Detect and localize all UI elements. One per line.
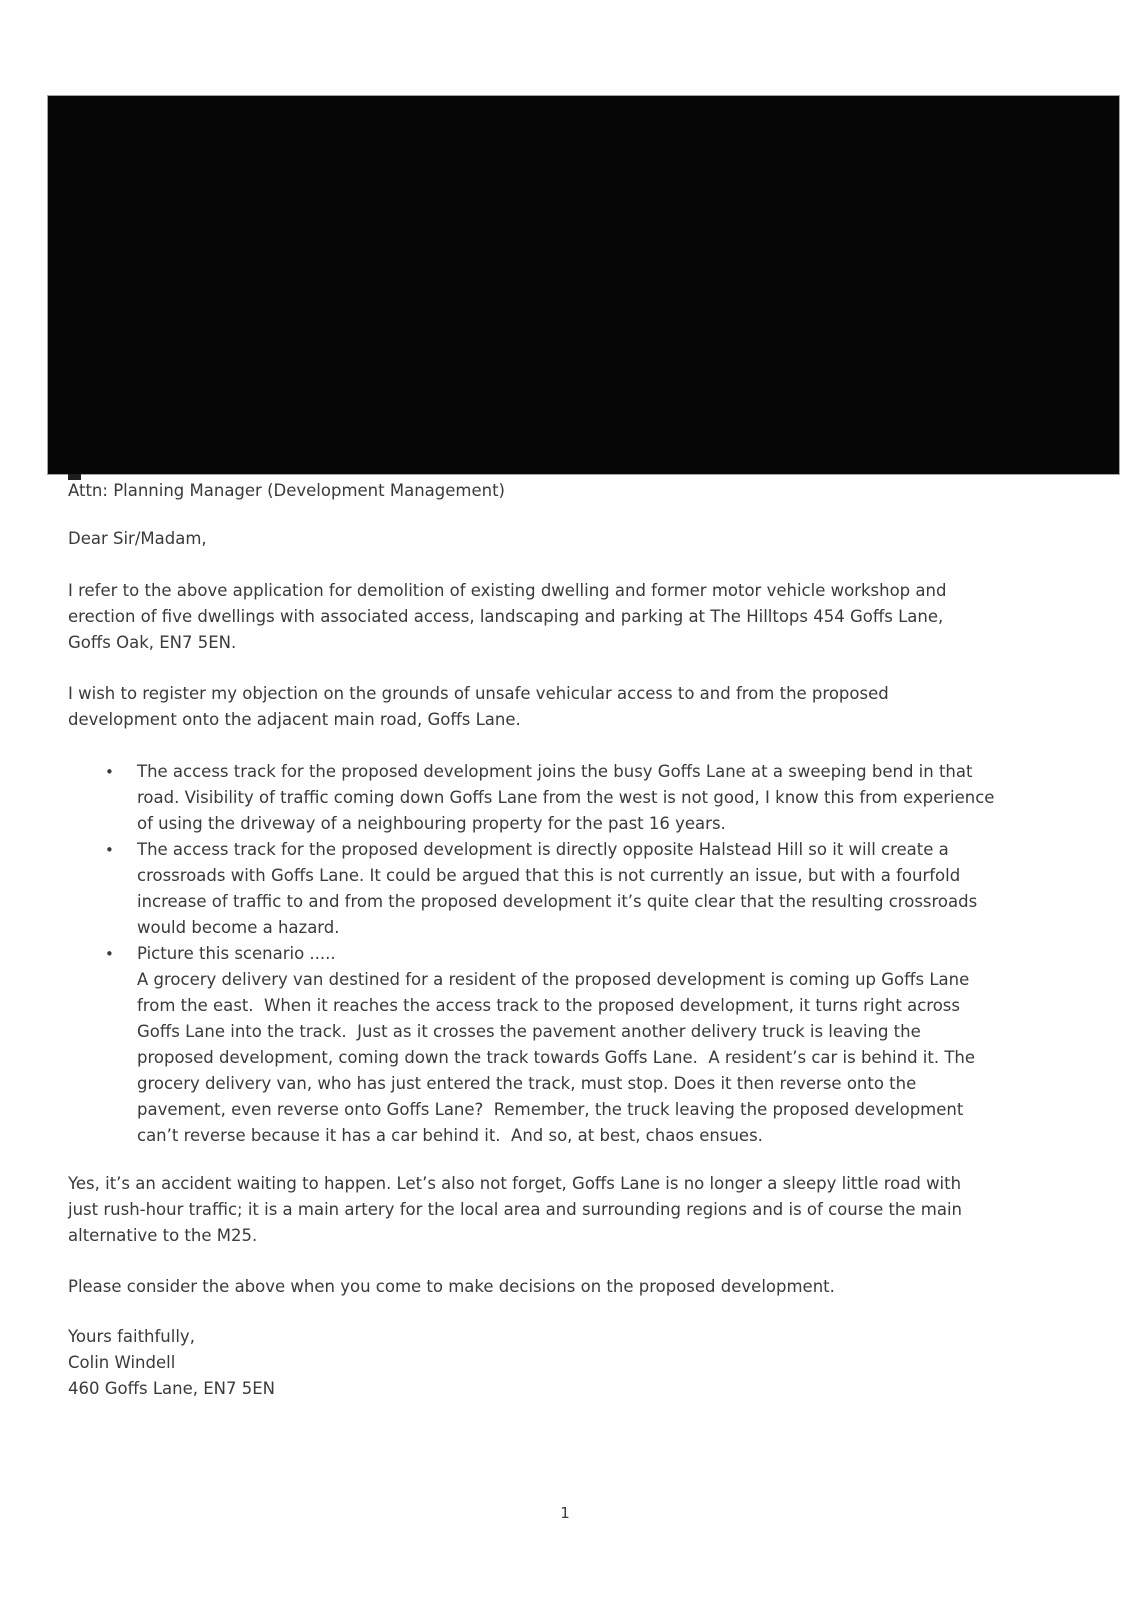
text-line: The access track for the proposed development is directly opposite Halstead Hill so it will create a [137, 840, 949, 859]
text-line: proposed development, coming down the track towards Goffs Lane. A resident’s car is behind it. The [137, 1048, 976, 1067]
redacted-header-block [47, 95, 1120, 475]
text-line: from the east. When it reaches the access track to the proposed development, it turns right across [137, 996, 960, 1015]
bullet-icon: • [105, 945, 114, 963]
text-line: A grocery delivery van destined for a resident of the proposed development is coming up Goffs Lane [137, 970, 970, 989]
text-line: Attn: Planning Manager (Development Management) [68, 481, 505, 500]
text-line: road. Visibility of traffic coming down Goffs Lane from the west is not good, I know this from experience [137, 788, 995, 807]
text-line: The access track for the proposed development joins the busy Goffs Lane at a sweeping bend in that [137, 762, 973, 781]
text-line: can’t reverse because it has a car behind it. And so, at best, chaos ensues. [137, 1126, 763, 1145]
text-line: development onto the adjacent main road, Goffs Lane. [68, 710, 521, 729]
signoff-line: Yours faithfully, [68, 1327, 195, 1346]
text-line: alternative to the M25. [68, 1226, 258, 1245]
text-line: just rush-hour traffic; it is a main artery for the local area and surrounding regions and is of course the main [68, 1200, 963, 1219]
text-line: Please consider the above when you come to make decisions on the proposed development. [68, 1277, 835, 1296]
bullet-item-crossroads [68, 837, 994, 941]
text-line: I wish to register my objection on the grounds of unsafe vehicular access to and from the proposed [68, 684, 889, 703]
page-number: 1 [560, 1504, 570, 1522]
text-line: of using the driveway of a neighbouring property for the past 16 years. [137, 814, 726, 833]
text-line: Dear Sir/Madam, [68, 529, 207, 548]
text-line: Goffs Oak, EN7 5EN. [68, 633, 237, 652]
text-line: crossroads with Goffs Lane. It could be argued that this is not currently an issue, but with a fourfold [137, 866, 961, 885]
attn-line [68, 478, 505, 504]
objection-paragraph [68, 681, 889, 733]
intro-paragraph [68, 578, 946, 656]
text-line: pavement, even reverse onto Goffs Lane? Remember, the truck leaving the proposed development [137, 1100, 964, 1119]
text-line: grocery delivery van, who has just entered the track, must stop. Does it then reverse onto the [137, 1074, 917, 1093]
bullet-icon: • [105, 763, 114, 781]
text-line: Yes, it’s an accident waiting to happen. Let’s also not forget, Goffs Lane is no longer a sleepy little road with [68, 1174, 962, 1193]
text-line: Goffs Lane into the track. Just as it crosses the pavement another delivery truck is leaving the [137, 1022, 921, 1041]
text-line: would become a hazard. [137, 918, 340, 937]
bullet-item-scenario [68, 941, 994, 1149]
signature-block [68, 1324, 275, 1402]
text-line: Picture this scenario ..... [137, 944, 336, 963]
objection-bullet-list [68, 759, 994, 1149]
signature-name: Colin Windell [68, 1353, 176, 1372]
consider-paragraph [68, 1274, 835, 1300]
text-line: erection of five dwellings with associated access, landscaping and parking at The Hilltops 454 Goffs Lane, [68, 607, 944, 626]
accident-paragraph [68, 1171, 962, 1249]
salutation [68, 526, 207, 552]
text-line: increase of traffic to and from the proposed development it’s quite clear that the resulting crossroads [137, 892, 978, 911]
bullet-item-access-bend [68, 759, 994, 837]
signature-address: 460 Goffs Lane, EN7 5EN [68, 1379, 276, 1398]
text-line: I refer to the above application for demolition of existing dwelling and former motor vehicle workshop and [68, 581, 947, 600]
bullet-icon: • [105, 841, 114, 859]
